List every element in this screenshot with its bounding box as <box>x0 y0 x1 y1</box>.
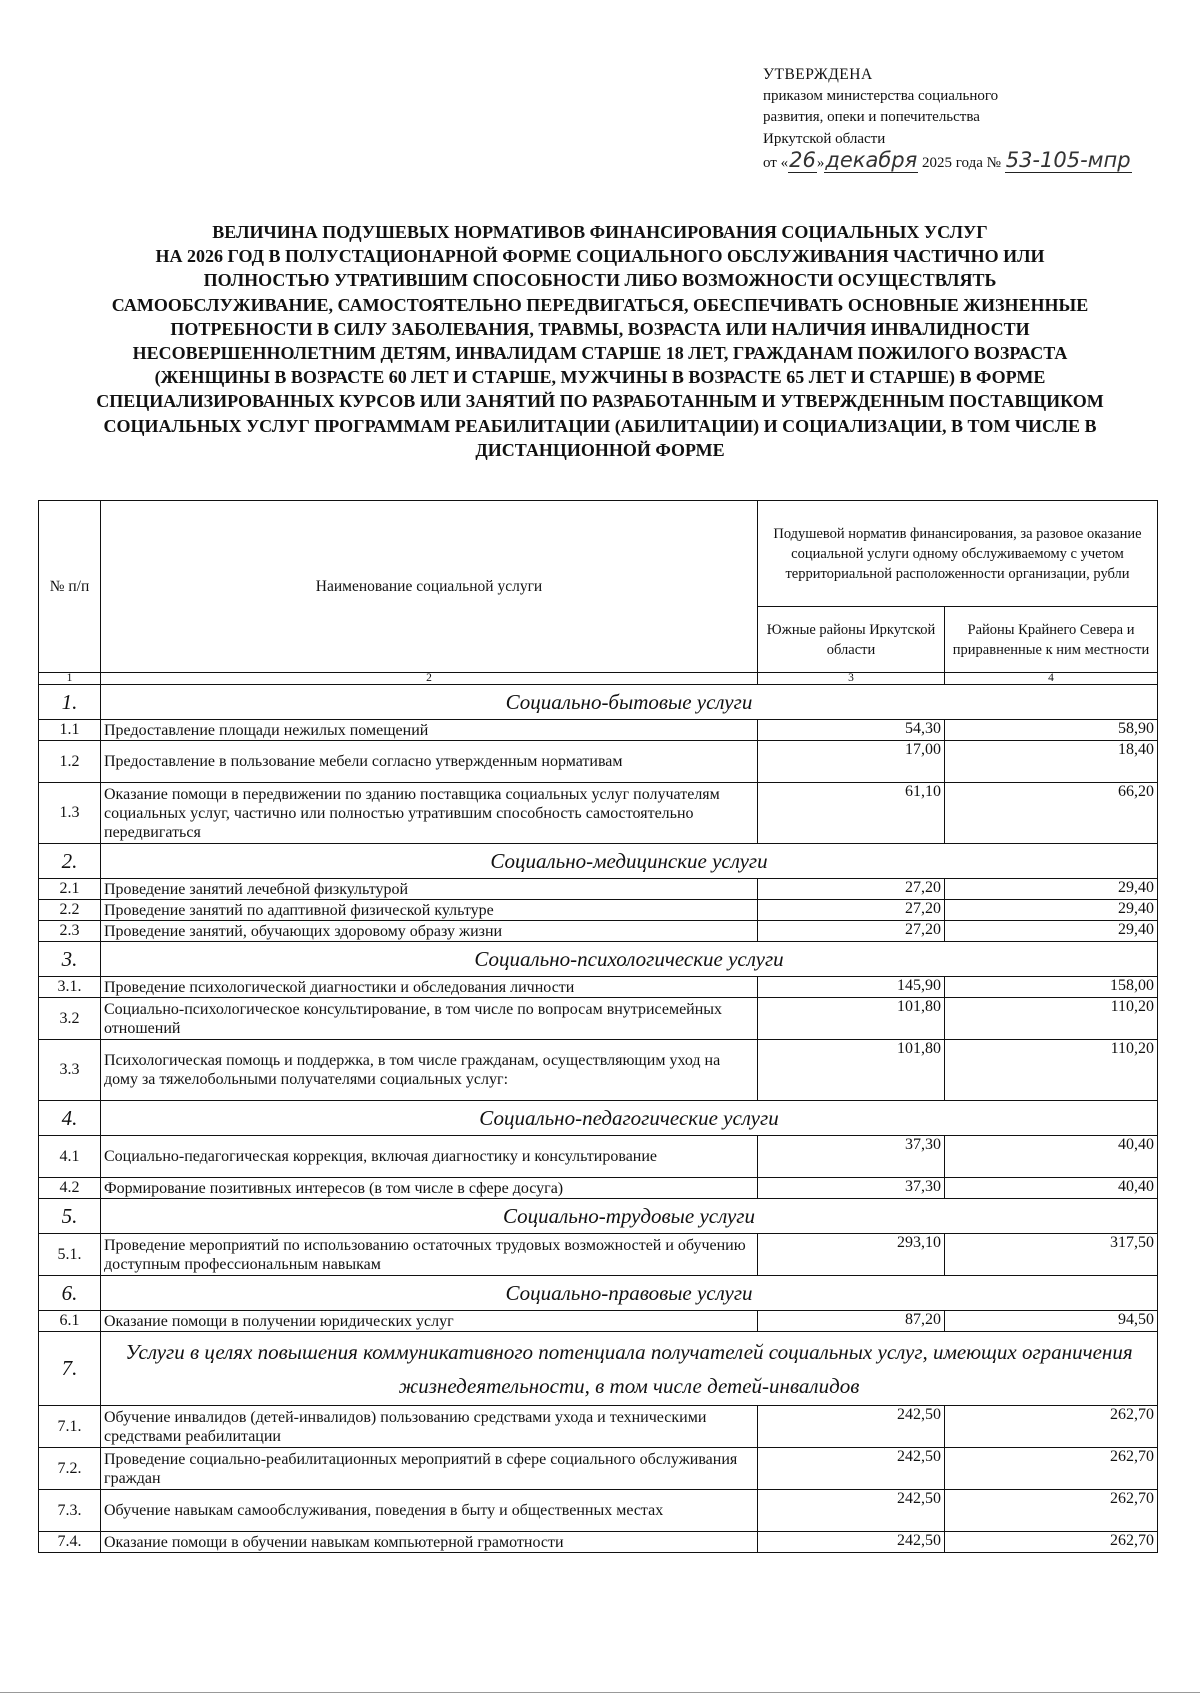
section-title: Социально-медицинские услуги <box>101 844 1158 879</box>
service-name: Проведение социально-реабилитационных мероприятий в сфере социального обслуживания граждан <box>101 1448 758 1490</box>
value-north: 29,40 <box>945 900 1158 921</box>
value-north: 262,70 <box>945 1406 1158 1448</box>
table-row <box>39 783 1158 844</box>
service-name: Предоставление площади нежилых помещений <box>101 720 758 741</box>
value-south: 101,80 <box>758 1040 945 1101</box>
value-north: 40,40 <box>945 1178 1158 1199</box>
value-north: 262,70 <box>945 1532 1158 1553</box>
approval-line: приказом министерства социального <box>763 87 999 104</box>
value-north: 158,00 <box>945 977 1158 998</box>
row-number: 2.3 <box>39 921 101 942</box>
section-title: Социально-правовые услуги <box>101 1276 1158 1311</box>
value-south: 101,80 <box>758 998 945 1040</box>
section-number: 7. <box>39 1332 101 1406</box>
title-line: СОЦИАЛЬНЫХ УСЛУГ ПРОГРАММАМ РЕАБИЛИТАЦИИ (АБИЛИТАЦИИ) И СОЦИАЛИЗАЦИИ, В ТОМ ЧИСЛЕ В <box>103 415 1097 436</box>
value-south: 87,20 <box>758 1311 945 1332</box>
service-name: Оказание помощи в получении юридических услуг <box>101 1311 758 1332</box>
value-north: 18,40 <box>945 741 1158 783</box>
header-name: Наименование социальной услуги <box>101 501 758 673</box>
service-name: Оказание помощи в передвижении по зданию поставщика социальных услуг получателям социальных услуг, частично или полностью утратившим способность самостоятельно передвигаться <box>101 783 758 844</box>
table-row <box>39 1234 1158 1276</box>
header-norm: Подушевой норматив финансирования, за разовое оказание социальной услуги одному обслуживаемому с учетом территориальной расположенности организации, рубли <box>758 501 1158 607</box>
date-quote: » <box>816 155 825 171</box>
service-name: Проведение мероприятий по использованию остаточных трудовых возможностей и обучению доступным профессиональным навыкам <box>101 1234 758 1276</box>
norms-table <box>38 500 1158 1553</box>
approval-line: развития, опеки и попечительства <box>763 109 980 125</box>
table-row <box>39 1311 1158 1332</box>
service-name: Проведение занятий по адаптивной физической культуре <box>101 900 758 921</box>
section-row <box>39 1101 1158 1136</box>
header-north: Районы Крайнего Севера и приравненные к ним местности <box>945 607 1158 673</box>
table-row <box>39 1178 1158 1199</box>
approval-date-line <box>763 150 1183 175</box>
section-row <box>39 844 1158 879</box>
service-name: Формирование позитивных интересов (в том числе в сфере досуга) <box>101 1178 758 1199</box>
value-south: 27,20 <box>758 879 945 900</box>
value-south: 242,50 <box>758 1406 945 1448</box>
row-number: 1.1 <box>39 720 101 741</box>
table-row <box>39 1490 1158 1532</box>
service-name: Проведение психологической диагностики и обследования личности <box>101 977 758 998</box>
value-north: 262,70 <box>945 1448 1158 1490</box>
title-line: ПОЛНОСТЬЮ УТРАТИВШИМ СПОСОБНОСТИ ЛИБО ВОЗМОЖНОСТИ ОСУЩЕСТВЛЯТЬ <box>203 270 997 291</box>
row-number: 1.3 <box>39 783 101 844</box>
service-name: Оказание помощи в обучении навыкам компьютерной грамотности <box>101 1532 758 1553</box>
section-row <box>39 942 1158 977</box>
column-numbers-row <box>39 673 1158 685</box>
table-row <box>39 921 1158 942</box>
service-name: Социально-психологическое консультирование, в том числе по вопросам внутрисемейных отношений <box>101 998 758 1040</box>
row-number: 3.1. <box>39 977 101 998</box>
value-south: 61,10 <box>758 783 945 844</box>
value-north: 262,70 <box>945 1490 1158 1532</box>
handwritten-order-number: 53-105-мпр <box>1005 148 1131 172</box>
table-row <box>39 1532 1158 1553</box>
row-number: 7.3. <box>39 1490 101 1532</box>
value-north: 29,40 <box>945 921 1158 942</box>
page-edge-line <box>0 1692 1200 1693</box>
handwritten-day: 26 <box>789 148 816 172</box>
row-number: 2.2 <box>39 900 101 921</box>
value-north: 66,20 <box>945 783 1158 844</box>
section-row <box>39 1199 1158 1234</box>
title-line: ВЕЛИЧИНА ПОДУШЕВЫХ НОРМАТИВОВ ФИНАНСИРОВАНИЯ СОЦИАЛЬНЫХ УСЛУГ <box>212 222 988 242</box>
row-number: 7.1. <box>39 1406 101 1448</box>
handwritten-month: декабря <box>825 148 918 172</box>
column-number: 2 <box>101 673 758 685</box>
header-num: № п/п <box>39 501 101 673</box>
approval-title: УТВЕРЖДЕНА <box>763 66 873 83</box>
value-south: 242,50 <box>758 1532 945 1553</box>
row-number: 3.3 <box>39 1040 101 1101</box>
column-number: 1 <box>39 673 101 685</box>
row-number: 4.2 <box>39 1178 101 1199</box>
date-year: 2025 года № <box>918 155 1005 171</box>
value-south: 37,30 <box>758 1178 945 1199</box>
document-title <box>40 220 1160 462</box>
value-south: 145,90 <box>758 977 945 998</box>
row-number: 5.1. <box>39 1234 101 1276</box>
table-row <box>39 879 1158 900</box>
row-number: 6.1 <box>39 1311 101 1332</box>
section-number: 1. <box>39 685 101 720</box>
value-north: 94,50 <box>945 1311 1158 1332</box>
table-row <box>39 1406 1158 1448</box>
row-number: 4.1 <box>39 1136 101 1178</box>
value-north: 29,40 <box>945 879 1158 900</box>
title-line: СПЕЦИАЛИЗИРОВАННЫХ КУРСОВ ИЛИ ЗАНЯТИЙ ПО РАЗРАБОТАННЫМ И УТВЕРЖДЕННЫМ ПОСТАВЩИКОМ <box>96 391 1104 412</box>
value-south: 242,50 <box>758 1490 945 1532</box>
row-number: 3.2 <box>39 998 101 1040</box>
section-title: Социально-педагогические услуги <box>101 1101 1158 1136</box>
header-south: Южные районы Иркутской области <box>758 607 945 673</box>
row-number: 7.4. <box>39 1532 101 1553</box>
value-north: 110,20 <box>945 1040 1158 1101</box>
service-name: Проведение занятий, обучающих здоровому образу жизни <box>101 921 758 942</box>
value-south: 27,20 <box>758 921 945 942</box>
section-title: Социально-бытовые услуги <box>101 685 1158 720</box>
title-line: НА 2026 ГОД В ПОЛУСТАЦИОНАРНОЙ ФОРМЕ СОЦИАЛЬНОГО ОБСЛУЖИВАНИЯ ЧАСТИЧНО ИЛИ <box>155 246 1045 267</box>
table-row <box>39 1448 1158 1490</box>
title-line: САМООБСЛУЖИВАНИЕ, САМОСТОЯТЕЛЬНО ПЕРЕДВИГАТЬСЯ, ОБЕСПЕЧИВАТЬ ОСНОВНЫЕ ЖИЗНЕННЫЕ <box>111 294 1089 315</box>
value-south: 37,30 <box>758 1136 945 1178</box>
section-number: 6. <box>39 1276 101 1311</box>
row-number: 2.1 <box>39 879 101 900</box>
value-north: 58,90 <box>945 720 1158 741</box>
section-title: Социально-психологические услуги <box>101 942 1158 977</box>
table-body <box>39 685 1158 1553</box>
service-name: Социально-педагогическая коррекция, включая диагностику и консультирование <box>101 1136 758 1178</box>
section-title: Услуги в целях повышения коммуникативного потенциала получателей социальных услуг, имеющих ограничения жизнедеятельности, в том числе детей-инвалидов <box>101 1332 1158 1406</box>
table-row <box>39 720 1158 741</box>
section-row <box>39 1332 1158 1406</box>
date-prefix: от « <box>763 155 789 171</box>
value-south: 54,30 <box>758 720 945 741</box>
title-line: ПОТРЕБНОСТИ В СИЛУ ЗАБОЛЕВАНИЯ, ТРАВМЫ, ВОЗРАСТА ИЛИ НАЛИЧИЯ ИНВАЛИДНОСТИ <box>170 318 1030 339</box>
row-number: 7.2. <box>39 1448 101 1490</box>
section-number: 2. <box>39 844 101 879</box>
section-number: 3. <box>39 942 101 977</box>
section-number: 4. <box>39 1101 101 1136</box>
service-name: Обучение навыкам самообслуживания, поведения в быту и общественных местах <box>101 1490 758 1532</box>
section-row <box>39 685 1158 720</box>
column-number: 4 <box>945 673 1158 685</box>
value-north: 110,20 <box>945 998 1158 1040</box>
approval-stamp <box>763 64 1183 175</box>
table-row <box>39 741 1158 783</box>
value-south: 242,50 <box>758 1448 945 1490</box>
row-number: 1.2 <box>39 741 101 783</box>
section-number: 5. <box>39 1199 101 1234</box>
title-line: (ЖЕНЩИНЫ В ВОЗРАСТЕ 60 ЛЕТ И СТАРШЕ, МУЖЧИНЫ В ВОЗРАСТЕ 65 ЛЕТ И СТАРШЕ) В ФОРМЕ <box>154 367 1046 388</box>
value-north: 40,40 <box>945 1136 1158 1178</box>
title-line: ДИСТАНЦИОННОЙ ФОРМЕ <box>475 439 725 460</box>
value-south: 27,20 <box>758 900 945 921</box>
service-name: Психологическая помощь и поддержка, в том числе гражданам, осуществляющим уход на дому за тяжелобольными получателями социальных услуг: <box>101 1040 758 1101</box>
service-name: Проведение занятий лечебной физкультурой <box>101 879 758 900</box>
table-row <box>39 977 1158 998</box>
service-name: Обучение инвалидов (детей-инвалидов) пользованию средствами ухода и техническими средствами реабилитации <box>101 1406 758 1448</box>
approval-line: Иркутской области <box>763 130 886 147</box>
table-row <box>39 998 1158 1040</box>
table-row <box>39 1040 1158 1101</box>
value-south: 293,10 <box>758 1234 945 1276</box>
title-line: НЕСОВЕРШЕННОЛЕТНИМ ДЕТЯМ, ИНВАЛИДАМ СТАРШЕ 18 ЛЕТ, ГРАЖДАНАМ ПОЖИЛОГО ВОЗРАСТА <box>132 343 1068 364</box>
table-row <box>39 1136 1158 1178</box>
value-north: 317,50 <box>945 1234 1158 1276</box>
section-row <box>39 1276 1158 1311</box>
value-south: 17,00 <box>758 741 945 783</box>
service-name: Предоставление в пользование мебели согласно утвержденным нормативам <box>101 741 758 783</box>
table-row <box>39 900 1158 921</box>
section-title: Социально-трудовые услуги <box>101 1199 1158 1234</box>
column-number: 3 <box>758 673 945 685</box>
